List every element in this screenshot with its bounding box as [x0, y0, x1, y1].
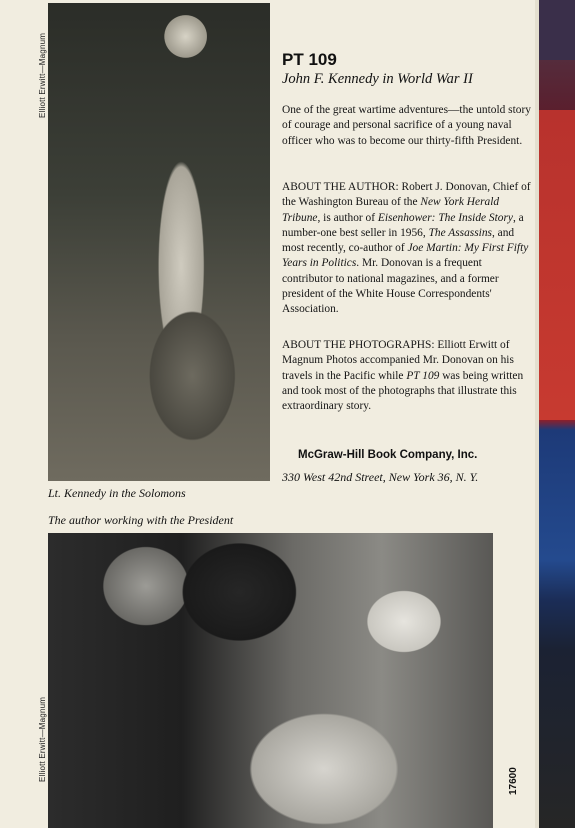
bottom-photo-caption: The author working with the President [48, 513, 234, 527]
publisher-name: McGraw-Hill Book Company, Inc. [298, 449, 478, 461]
about-author-text: Robert J. Donovan, Chief of the Washington Bureau of the [282, 181, 531, 209]
about-author-text: . Mr. Donovan is a frequent contributor to national magazines, and a former president of the White House Correspondents' Association. [282, 257, 499, 316]
about-author-text: , a number-one best seller in 1956, [282, 211, 524, 239]
top-photo-caption: Lt. Kennedy in the Solomons [48, 486, 186, 500]
newspaper-title: New York Herald Tribune [282, 196, 500, 224]
about-author [282, 180, 534, 318]
top-photo-credit: Elliott Erwitt—Magnum [38, 32, 47, 118]
about-photos-text: was being written and took most of the photographs that illustrate this extraordinary story. [282, 369, 524, 413]
bottom-photo-credit: Elliott Erwitt—Magnum [38, 696, 47, 782]
book-spine [539, 0, 575, 828]
author-president-photo [48, 533, 493, 828]
book-title: PT 109 [282, 50, 337, 69]
about-photos-text: Elliott Erwitt of Magnum Photos accompanied Mr. Donovan on his travels in the Pacific while [282, 339, 514, 382]
kennedy-solomons-photo [48, 3, 270, 481]
book-title-eisenhower: Eisenhower: The Inside Story [377, 211, 513, 224]
about-author-text: , and most recently, co-author of [282, 226, 515, 255]
about-photographs [282, 338, 534, 414]
book-blurb: One of the great wartime adventures—the untold story of courage and personal sacrifice of a young naval officer who was to become our thirty-fifth President. [282, 104, 531, 147]
book-title-pt109: PT 109 [406, 369, 440, 382]
about-author-heading: ABOUT THE AUTHOR: [282, 181, 399, 193]
catalog-number: 17600 [508, 767, 519, 795]
about-photos-heading: ABOUT THE PHOTOGRAPHS: [282, 339, 435, 351]
book-title-assassins: The Assassins [428, 226, 492, 239]
publisher-address: 330 West 42nd Street, New York 36, N. Y. [282, 470, 479, 484]
book-subtitle: John F. Kennedy in World War II [282, 71, 473, 87]
about-author-text: , is author of [317, 211, 378, 224]
book-title-joe-martin: Joe Martin: My First Fifty Years in Politics [282, 242, 529, 270]
